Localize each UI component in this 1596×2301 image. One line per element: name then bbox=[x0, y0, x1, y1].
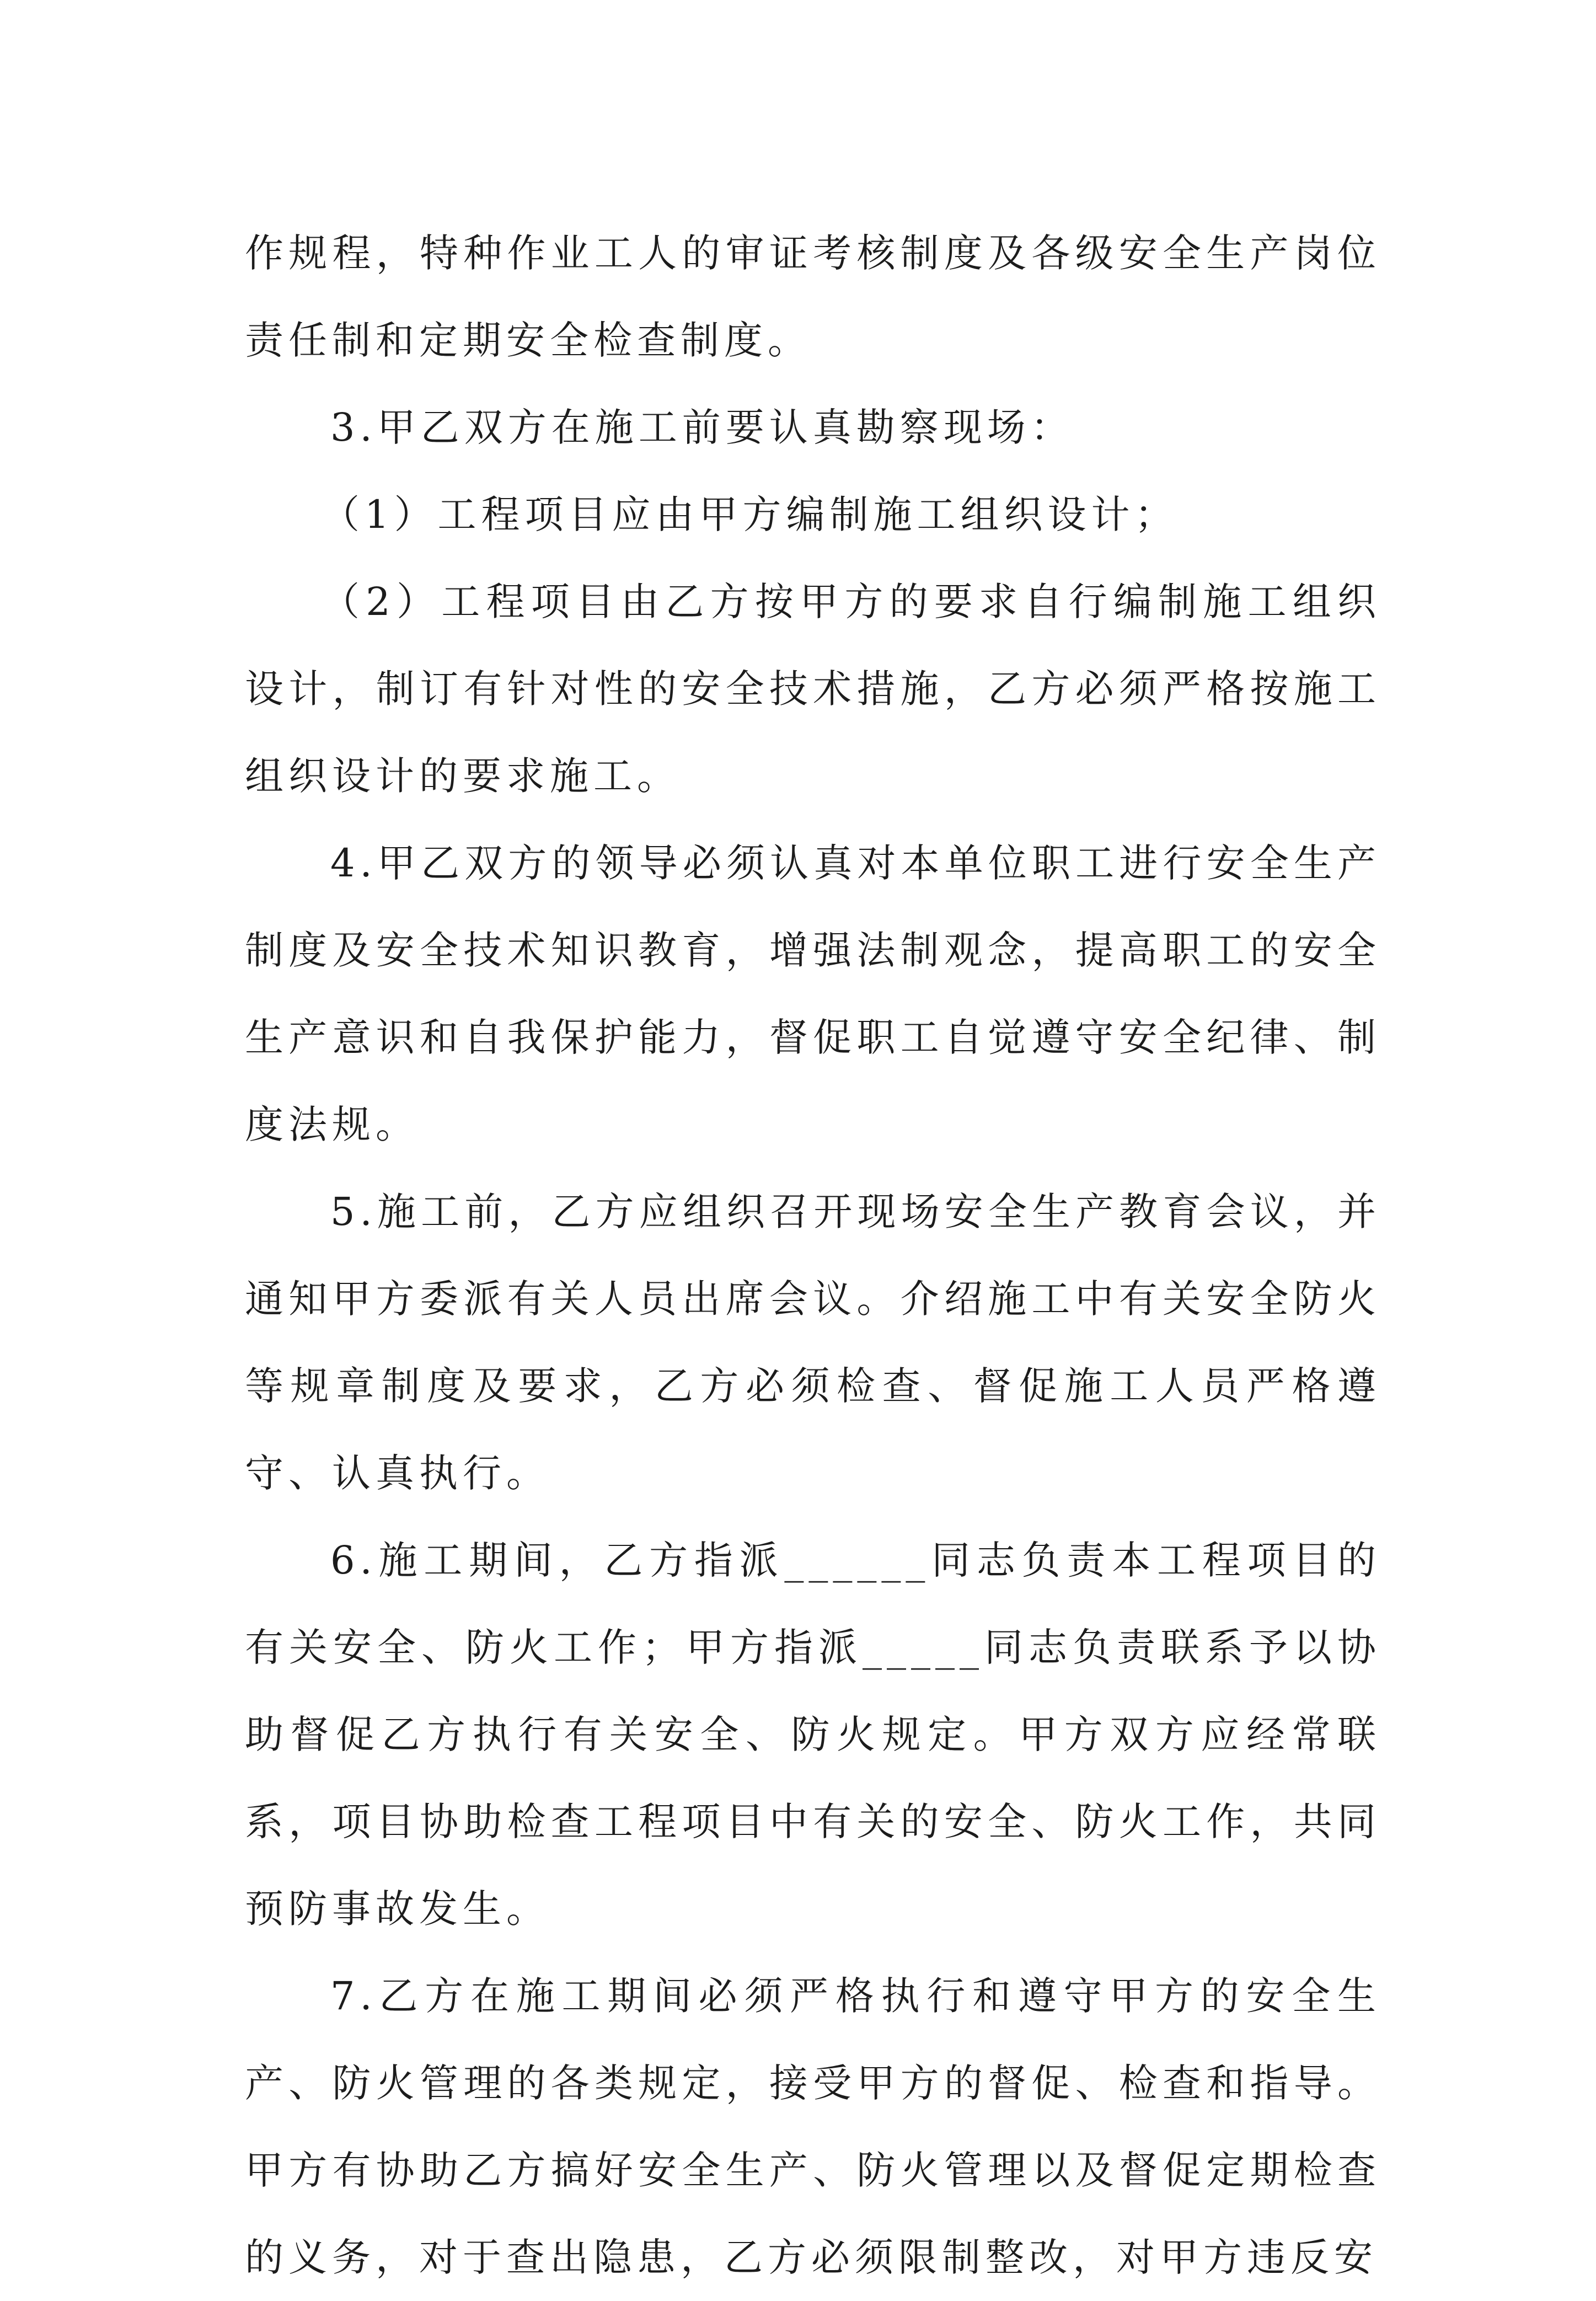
clause-3: 3.甲乙双方在施工前要认真勘察现场： bbox=[330, 405, 1074, 450]
clause-3-item-1: （1）工程项目应由甲方编制施工组织设计； bbox=[321, 492, 1179, 537]
clause-6: 6.施工期间，乙方指派______同志负责本工程项目的有关安全、防火工作；甲方指派_____同志负责联系予以协助督促乙方执行有关安全、防火规定。甲方双方应经常联系，项目协助检查工程项目中有关的安全、防火工作，共同预防事故发生。 bbox=[245, 1538, 1381, 1931]
clause-7: 7.乙方在施工期间必须严格执行和遵守甲方的安全生产、防火管理的各类规定，接受甲方的督促、检查和指导。甲方有协助乙方搞好安全生产、防火管理以及督促定期检查的义务，对于查出隐患，乙方必须限制整改，对甲方违反安 bbox=[245, 1973, 1381, 2280]
paragraph-rules-continuation: 作规程，特种作业工人的审证考核制度及各级安全生产岗位责任制和定期安全检查制度。 bbox=[245, 231, 1381, 363]
clause-4: 4.甲乙双方的领导必须认真对本单位职工进行安全生产制度及安全技术知识教育，增强法制观念，提高职工的安全生产意识和自我保护能力，督促职工自觉遵守安全纪律、制度法规。 bbox=[245, 841, 1381, 1147]
clause-5: 5.施工前，乙方应组织召开现场安全生产教育会议，并通知甲方委派有关人员出席会议。介绍施工中有关安全防火等规章制度及要求，乙方必须检查、督促施工人员严格遵守、认真执行。 bbox=[245, 1189, 1381, 1496]
document-body bbox=[245, 210, 1381, 2301]
clause-3-item-2: （2）工程项目由乙方按甲方的要求自行编制施工组织设计，制订有针对性的安全技术措施，乙方必须严格按施工组织设计的要求施工。 bbox=[245, 579, 1381, 799]
